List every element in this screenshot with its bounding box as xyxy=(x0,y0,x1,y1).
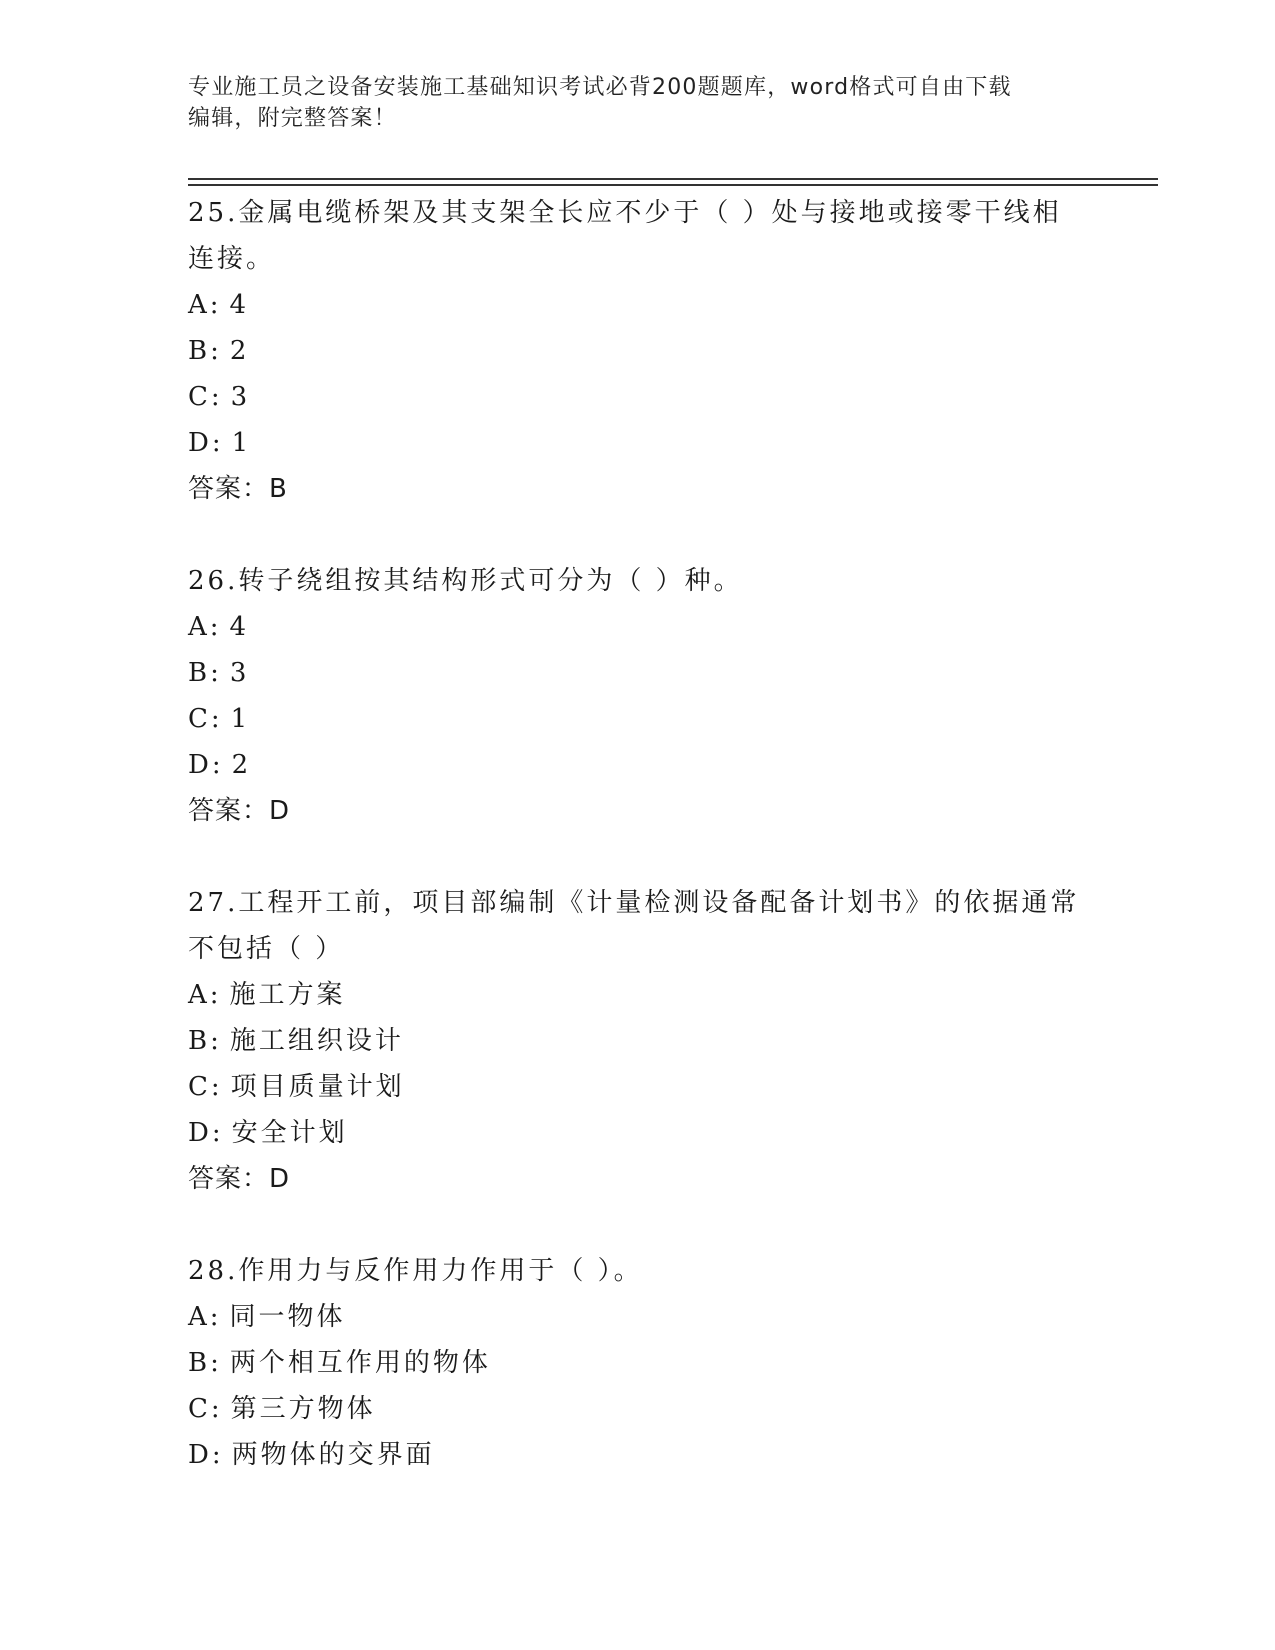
option-d xyxy=(188,742,1088,788)
option-text: 1 xyxy=(230,704,251,734)
question-stem xyxy=(188,190,1088,282)
option-key: C: xyxy=(188,382,223,412)
option-c xyxy=(188,1064,1088,1110)
option-text: 3 xyxy=(230,382,251,412)
option-text: 安全计划 xyxy=(231,1118,348,1148)
option-key: B: xyxy=(188,1348,222,1378)
option-a xyxy=(188,1294,1088,1340)
option-text: 施工组织设计 xyxy=(229,1026,404,1056)
option-key: D: xyxy=(188,1440,224,1470)
option-text: 施工方案 xyxy=(229,980,346,1010)
option-key: D: xyxy=(188,428,224,458)
option-text: 第三方物体 xyxy=(230,1394,376,1424)
option-d xyxy=(188,1432,1088,1478)
option-c xyxy=(188,374,1088,420)
option-key: B: xyxy=(188,336,222,366)
option-key: C: xyxy=(188,1072,223,1102)
option-key: C: xyxy=(188,704,223,734)
option-text: 4 xyxy=(229,612,250,642)
header-rule-top xyxy=(188,178,1158,180)
option-key: A: xyxy=(188,1302,222,1332)
stem-line: 26.转子绕组按其结构形式可分为（ ）种。 xyxy=(188,566,743,596)
option-d xyxy=(188,1110,1088,1156)
question-26 xyxy=(188,558,1088,834)
answer-line: 答案：D xyxy=(188,1164,291,1194)
question-stem xyxy=(188,1248,1088,1294)
document-header xyxy=(188,72,1068,134)
stem-line: 27.工程开工前，项目部编制《计量检测设备配备计划书》的依据通常 xyxy=(188,888,1080,918)
option-c xyxy=(188,1386,1088,1432)
option-key: B: xyxy=(188,658,222,688)
option-text: 两物体的交界面 xyxy=(231,1440,435,1470)
option-text: 1 xyxy=(231,428,252,458)
option-key: C: xyxy=(188,1394,223,1424)
answer-line: 答案：B xyxy=(188,474,288,504)
question-27 xyxy=(188,880,1088,1202)
stem-line: 不包括（ ） xyxy=(188,934,345,964)
option-a xyxy=(188,604,1088,650)
option-key: A: xyxy=(188,290,222,320)
option-key: D: xyxy=(188,1118,224,1148)
header-rule-bottom xyxy=(188,184,1158,186)
option-text: 项目质量计划 xyxy=(230,1072,405,1102)
option-b xyxy=(188,1018,1088,1064)
option-c xyxy=(188,696,1088,742)
question-stem xyxy=(188,558,1088,604)
option-key: A: xyxy=(188,612,222,642)
stem-line: 25.金属电缆桥架及其支架全长应不少于（ ）处与接地或接零干线相 xyxy=(188,198,1062,228)
option-b xyxy=(188,1340,1088,1386)
option-text: 2 xyxy=(231,750,252,780)
option-a xyxy=(188,972,1088,1018)
option-text: 2 xyxy=(229,336,250,366)
option-b xyxy=(188,328,1088,374)
question-28 xyxy=(188,1248,1088,1478)
option-text: 3 xyxy=(229,658,250,688)
option-d xyxy=(188,420,1088,466)
option-key: D: xyxy=(188,750,224,780)
question-stem xyxy=(188,880,1088,972)
question-25 xyxy=(188,190,1088,512)
question-list xyxy=(188,190,1088,1478)
answer-line: 答案：D xyxy=(188,796,291,826)
option-text: 两个相互作用的物体 xyxy=(229,1348,491,1378)
header-line-1: 专业施工员之设备安装施工基础知识考试必背200题题库，word格式可自由下载 xyxy=(188,75,1012,100)
option-text: 同一物体 xyxy=(229,1302,346,1332)
option-key: A: xyxy=(188,980,222,1010)
option-key: B: xyxy=(188,1026,222,1056)
option-text: 4 xyxy=(229,290,250,320)
header-line-2: 编辑，附完整答案！ xyxy=(188,106,397,131)
stem-line: 连接。 xyxy=(188,244,276,274)
stem-line: 28.作用力与反作用力作用于（ ）。 xyxy=(188,1256,643,1286)
option-b xyxy=(188,650,1088,696)
option-a xyxy=(188,282,1088,328)
